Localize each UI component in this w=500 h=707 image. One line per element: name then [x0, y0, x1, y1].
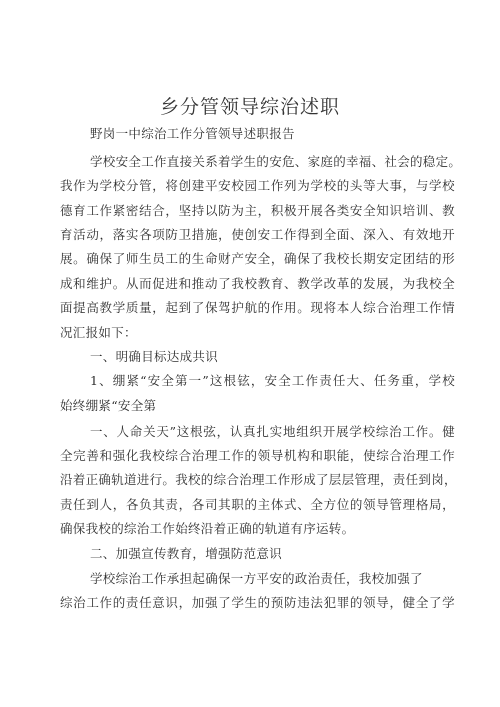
paragraph-line: 学校安全工作直接关系着学生的安危、家庭的幸福、社会的稳定。: [90, 154, 462, 169]
paragraph-line: 况汇报如下：: [60, 325, 137, 340]
paragraph-line: 全完善和强化我校综合治理工作的领导机构和职能，使综合治理工作: [60, 448, 455, 463]
paragraph-line: 综治工作的责任意识，加强了学生的预防违法犯罪的领导，健全了学: [60, 595, 455, 610]
subtitle-line: 野岗一中综治工作分管领导述职报告: [90, 126, 295, 141]
paragraph-line: 成和维护。从而促进和推动了我校教育、教学改革的发展，为我校全: [60, 276, 455, 291]
paragraph-line: 沿着正确轨道进行。我校的综合治理工作形成了层层管理，责任到岗，: [60, 472, 457, 487]
paragraph-line: 学校综治工作承担起确保一方平安的政治责任，我校加强了: [90, 571, 423, 586]
paragraph-line: 面提高教学质量，起到了保驾护航的作用。现将本人综合治理工作情: [60, 300, 455, 315]
paragraph-line: 展。确保了师生员工的生命财产安全，确保了我校长期安定团结的形: [60, 251, 455, 266]
section-heading: 二、加强宣传教育，增强防范意识: [90, 546, 283, 561]
section-heading: 一、明确目标达成共识: [90, 349, 219, 364]
document-title: 乡分管领导综治述职: [159, 96, 340, 118]
paragraph-line: 始终绷紧“安全第: [60, 398, 157, 413]
paragraph-line: 一、人命关天”这根弦，认真扎实地组织开展学校综治工作。健: [90, 424, 455, 439]
paragraph-line: 德育工作紧密结合，坚持以防为主，积极开展各类安全知识培训、教: [60, 203, 455, 218]
paragraph-line: 我作为学校分管，将创建平安校园工作列为学校的头等大事，与学校: [60, 178, 455, 193]
paragraph-line: 责任到人，各负其责，各司其职的主体式、全方位的领导管理格局，: [60, 497, 455, 512]
paragraph-line: 1、绷紧“安全第一”这根铉，安全工作责任大、任务重，学校: [90, 373, 455, 388]
paragraph-line: 确保我校的综治工作始终沿着正确的轨道有序运转。: [60, 521, 355, 536]
paragraph-line: 育活动，落实各项防卫措施，使创安工作得到全面、深入、有效地开: [60, 227, 455, 242]
